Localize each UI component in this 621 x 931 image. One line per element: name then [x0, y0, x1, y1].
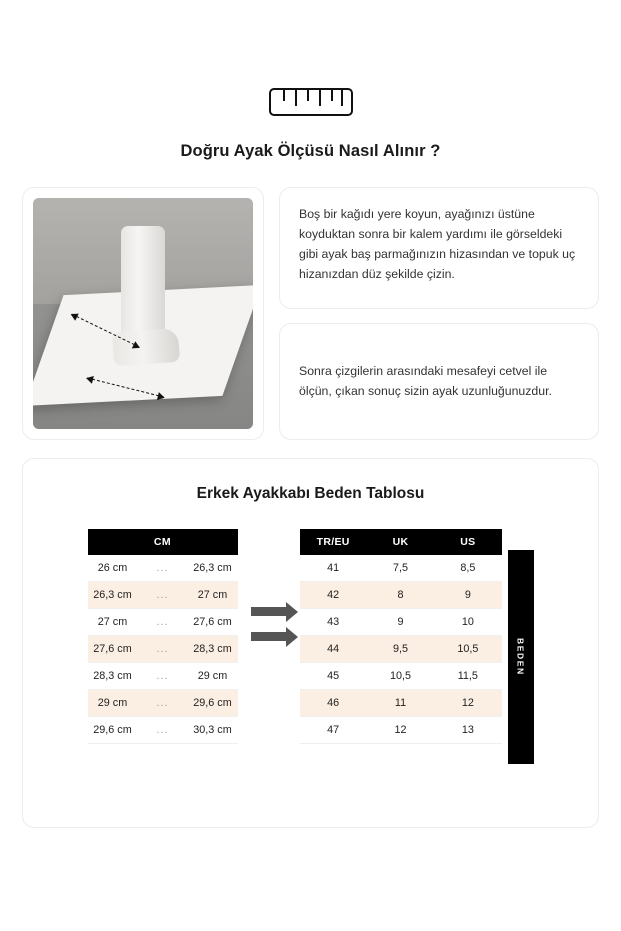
cm-min: 27 cm	[88, 609, 138, 636]
cm-max: 26,3 cm	[188, 555, 238, 582]
size-us: 10,5	[434, 636, 501, 663]
size-tr: 41	[300, 555, 367, 582]
table-row	[300, 582, 502, 609]
cm-max: 28,3 cm	[188, 636, 238, 663]
cm-dots: ...	[138, 636, 188, 663]
conversion-arrows	[238, 529, 300, 641]
size-uk: 12	[367, 717, 434, 744]
size-table-body	[300, 555, 502, 744]
size-us: 8,5	[434, 555, 501, 582]
cm-dots: ...	[138, 582, 188, 609]
cm-min: 28,3 cm	[88, 663, 138, 690]
size-us: 12	[434, 690, 501, 717]
size-uk: 8	[367, 582, 434, 609]
size-uk: 9,5	[367, 636, 434, 663]
cm-min: 29 cm	[88, 690, 138, 717]
beden-label-bar	[508, 550, 534, 764]
ruler-icon	[269, 88, 353, 116]
size-us: 10	[434, 609, 501, 636]
size-uk: 9	[367, 609, 434, 636]
instructions-column	[279, 187, 599, 440]
table-row	[300, 555, 502, 582]
photo-sock-foot	[121, 226, 165, 346]
table-row	[300, 690, 502, 717]
foot-measurement-photo	[33, 198, 253, 429]
size-tr: 43	[300, 609, 367, 636]
instruction-card-2: Sonra çizgilerin arasındaki mesafeyi cetvel ile ölçün, çıkan sonuç sizin ayak uzunluğunuzdur.	[279, 323, 599, 440]
cm-dots: ...	[138, 663, 188, 690]
size-us: 9	[434, 582, 501, 609]
size-uk: 10,5	[367, 663, 434, 690]
size-tr: 44	[300, 636, 367, 663]
size-tr: 46	[300, 690, 367, 717]
table-row	[88, 582, 238, 609]
cm-table-header-row	[88, 529, 238, 555]
size-tables-wrap	[23, 529, 598, 764]
cm-dots: ...	[138, 717, 188, 744]
cm-table-body	[88, 555, 238, 744]
table-row	[88, 663, 238, 690]
table-row	[300, 609, 502, 636]
cm-table	[88, 529, 238, 744]
cm-min: 26 cm	[88, 555, 138, 582]
size-uk: 11	[367, 690, 434, 717]
table-row	[300, 636, 502, 663]
foot-measurement-photo-card	[22, 187, 264, 440]
cm-dots: ...	[138, 690, 188, 717]
header-uk: UK	[367, 529, 434, 555]
size-table-card	[22, 458, 599, 828]
cm-min: 26,3 cm	[88, 582, 138, 609]
arrow-right-icon	[251, 632, 287, 641]
size-uk: 7,5	[367, 555, 434, 582]
size-us: 13	[434, 717, 501, 744]
table-row	[88, 717, 238, 744]
size-tr: 42	[300, 582, 367, 609]
size-table-header-row	[300, 529, 502, 555]
cm-max: 30,3 cm	[188, 717, 238, 744]
ruler-icon-wrap	[22, 0, 599, 116]
size-us: 11,5	[434, 663, 501, 690]
size-table-title: Erkek Ayakkabı Beden Tablosu	[196, 485, 425, 502]
header-tr-eu: TR/EU	[300, 529, 367, 555]
table-row	[88, 636, 238, 663]
size-tr: 45	[300, 663, 367, 690]
header-us: US	[434, 529, 501, 555]
size-conversion-table	[300, 529, 502, 744]
cm-header-cell: CM	[88, 529, 238, 555]
instruction-card-1: Boş bir kağıdı yere koyun, ayağınızı üstüne koyduktan sonra bir kalem yardımı ile görseldeki gibi ayak baş parmağınızın hizasından ve topuk uç hizanızdan düz şekilde çizin.	[279, 187, 599, 309]
cm-min: 27,6 cm	[88, 636, 138, 663]
cm-max: 29 cm	[188, 663, 238, 690]
cm-dots: ...	[138, 609, 188, 636]
table-row	[300, 717, 502, 744]
table-row	[88, 609, 238, 636]
cm-max: 27,6 cm	[188, 609, 238, 636]
page-title: Doğru Ayak Ölçüsü Nasıl Alınır ?	[180, 142, 441, 160]
table-row	[88, 555, 238, 582]
cm-max: 29,6 cm	[188, 690, 238, 717]
size-tr: 47	[300, 717, 367, 744]
cm-min: 29,6 cm	[88, 717, 138, 744]
arrow-right-icon	[251, 607, 287, 616]
table-row	[300, 663, 502, 690]
cm-max: 27 cm	[188, 582, 238, 609]
intro-section	[22, 187, 599, 440]
beden-label: BEDEN	[515, 638, 526, 676]
cm-dots: ...	[138, 555, 188, 582]
table-row	[88, 690, 238, 717]
